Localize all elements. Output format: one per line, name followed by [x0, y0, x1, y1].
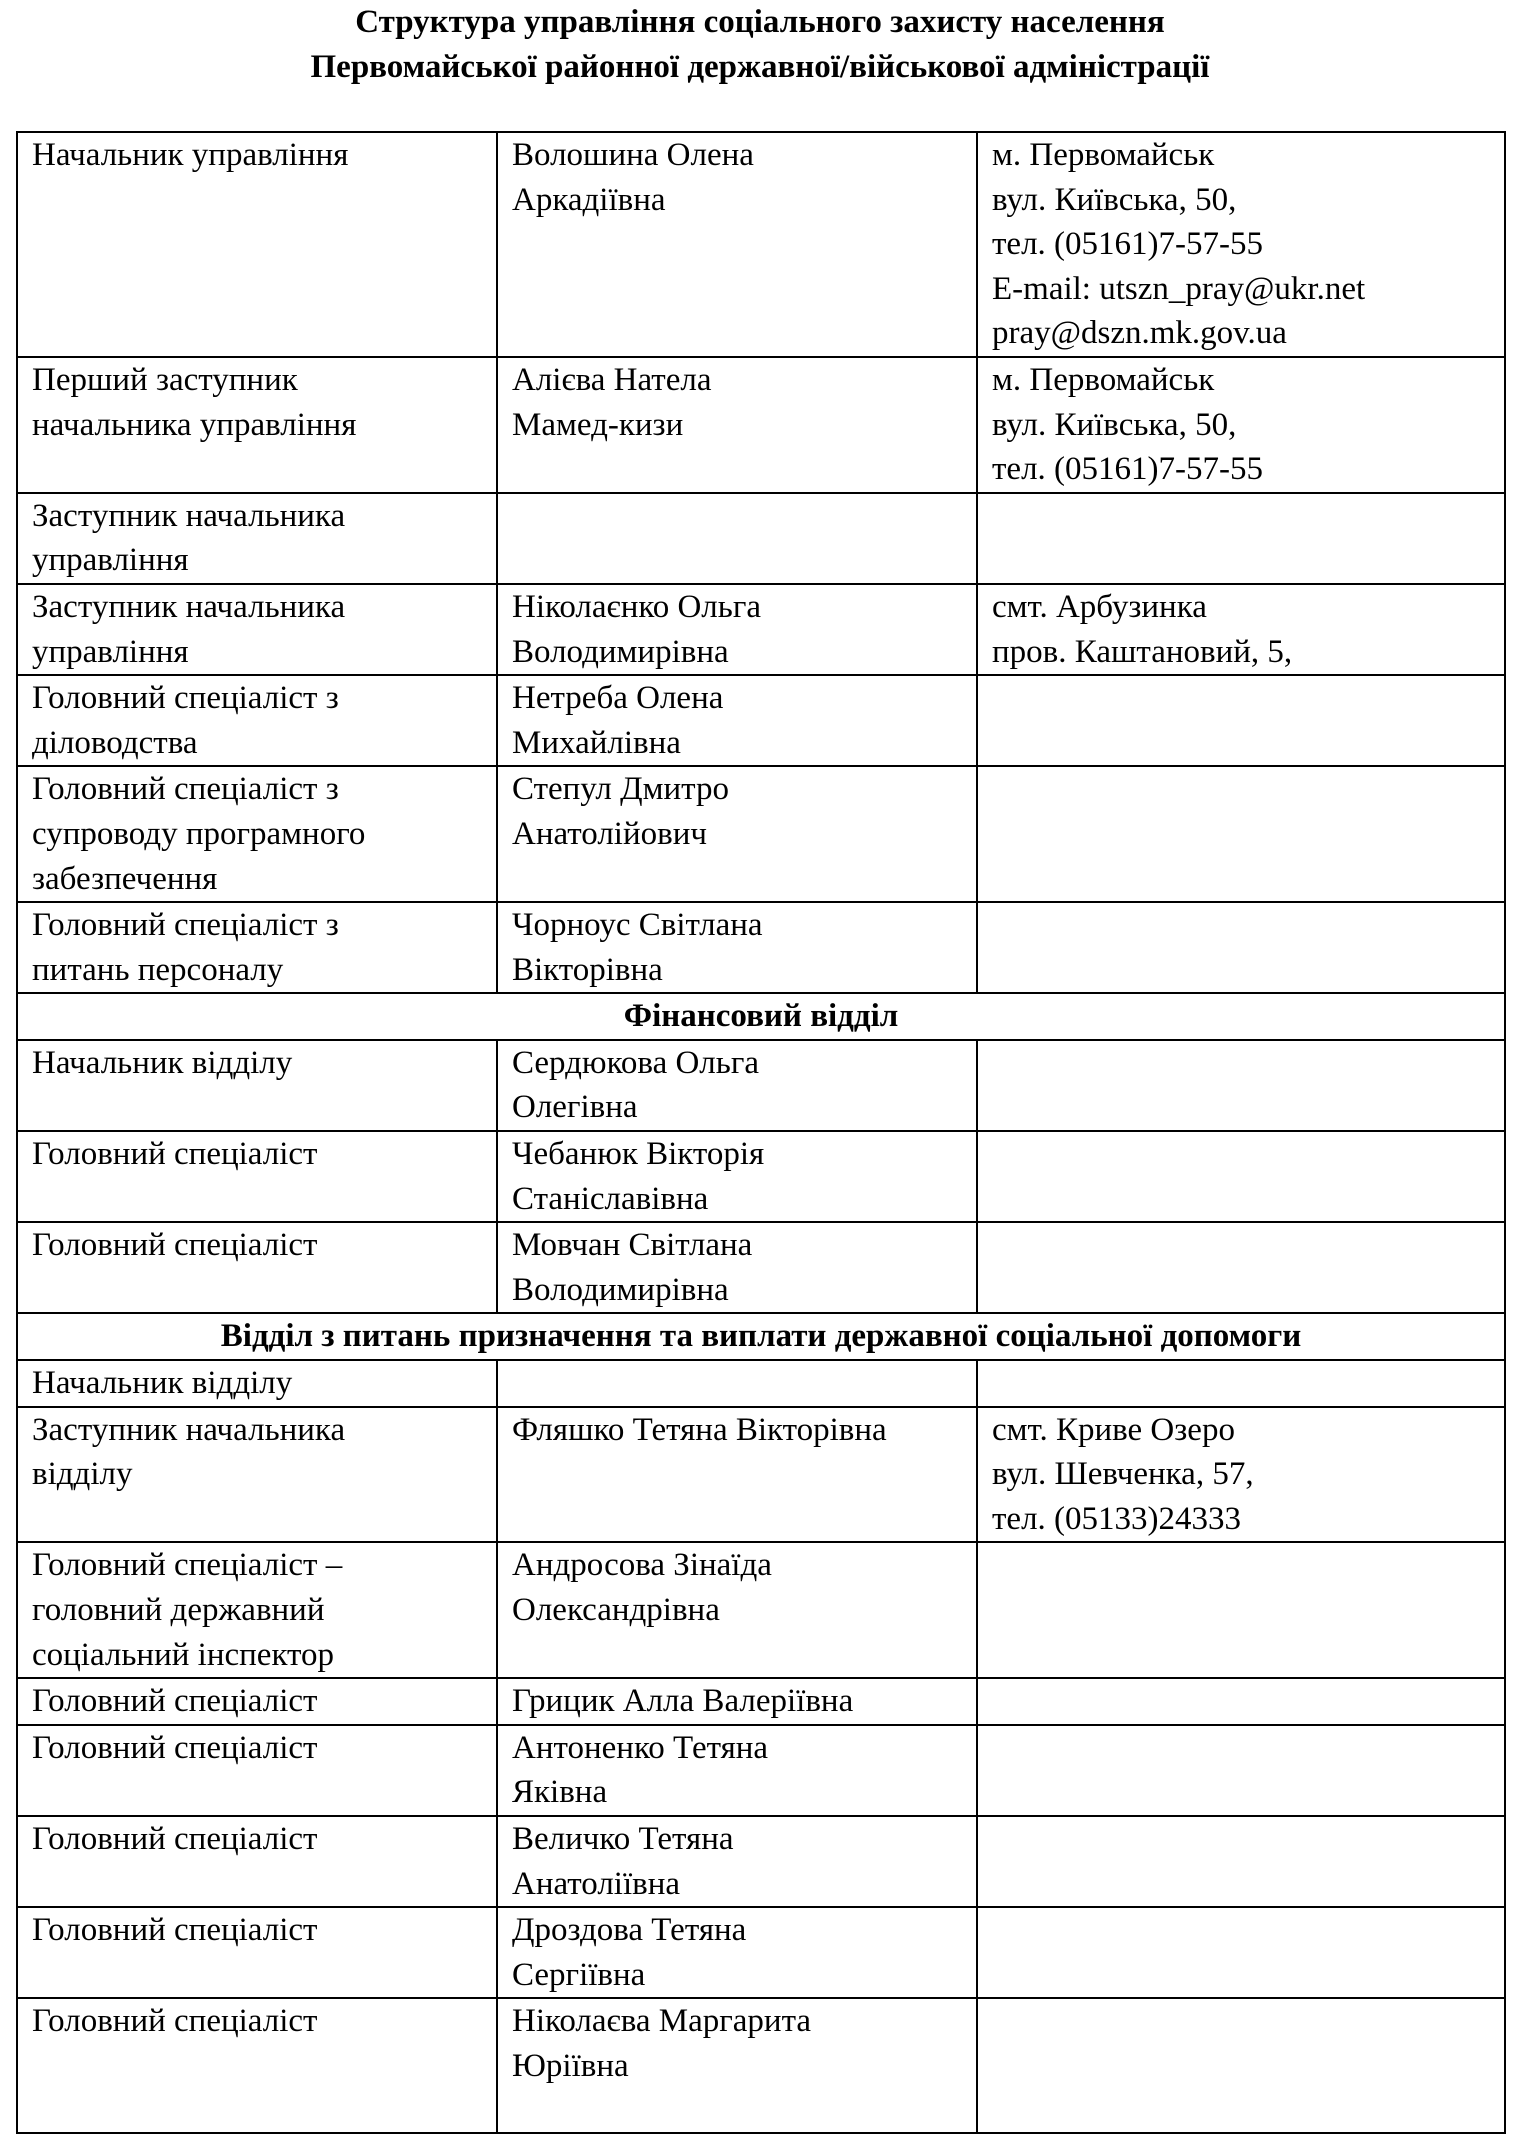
position-line: Заступник начальника: [32, 497, 346, 534]
position-line: Головний спеціаліст: [32, 1729, 318, 1766]
contact-line: вул. Київська, 50,: [992, 181, 1237, 218]
position-cell: [17, 1407, 497, 1543]
name-cell: [497, 1816, 977, 1907]
position-cell: [17, 766, 497, 902]
contact-line: тел. (05161)7-57-55: [992, 451, 1263, 488]
name-line: Алієва Натела: [512, 361, 712, 398]
contact-line: pray@dszn.mk.gov.ua: [992, 315, 1287, 352]
name-line: Антоненко Тетяна: [512, 1729, 769, 1766]
name-cell: [497, 1040, 977, 1131]
staff-row: [17, 902, 1505, 993]
name-line: Володимирівна: [512, 633, 729, 670]
position-line: Заступник начальника: [32, 588, 346, 625]
position-cell: [17, 132, 497, 357]
name-line: Волошина Олена: [512, 137, 754, 173]
staff-row: [17, 1040, 1505, 1131]
name-line: Олександрівна: [512, 1592, 720, 1628]
staff-row: [17, 1678, 1505, 1725]
name-line: Мовчан Світлана: [512, 1227, 753, 1264]
section-header-row: [17, 993, 1505, 1040]
section-header-row: [17, 1313, 1505, 1360]
contact-cell: [977, 675, 1505, 766]
position-cell: [17, 1816, 497, 1907]
name-line: Яківна: [512, 1774, 608, 1811]
contact-line: вул. Шевченка, 57,: [992, 1456, 1254, 1493]
staff-row: [17, 132, 1505, 357]
staff-table-body: [17, 132, 1505, 2133]
name-line: Анатоліївна: [512, 1865, 681, 1902]
staff-row: [17, 1998, 1505, 2133]
name-line: Михайлівна: [512, 724, 681, 761]
position-line: Головний спеціаліст: [32, 2003, 318, 2040]
name-cell: [497, 1360, 977, 1407]
name-cell: [497, 584, 977, 675]
name-line: Володимирівна: [512, 1271, 729, 1308]
contact-cell: [977, 357, 1505, 493]
contact-cell: [977, 1131, 1505, 1222]
staff-row: [17, 1131, 1505, 1222]
name-line: Фляшко Тетяна Вікторівна: [512, 1411, 887, 1448]
contact-cell: [977, 1222, 1505, 1313]
staff-row: [17, 1816, 1505, 1907]
contact-cell: [977, 1678, 1505, 1725]
staff-row: [17, 766, 1505, 902]
position-line: забезпечення: [32, 860, 218, 897]
position-line: Головний спеціаліст: [32, 1912, 318, 1949]
contact-line: тел. (05161)7-57-55: [992, 226, 1263, 263]
name-line: Мамед-кизи: [512, 406, 684, 443]
name-line: Андросова Зінаїда: [512, 1547, 772, 1584]
name-line: Анатолійович: [512, 815, 707, 852]
name-line: Сергіївна: [512, 1956, 646, 1993]
position-line: Головний спеціаліст: [32, 1227, 318, 1264]
name-line: Аркадіївна: [512, 181, 666, 218]
staff-row: [17, 357, 1505, 493]
name-cell: [497, 493, 977, 584]
name-line: Олегівна: [512, 1089, 638, 1126]
position-line: головний державний: [32, 1592, 325, 1628]
staff-row: [17, 675, 1505, 766]
name-cell: [497, 132, 977, 357]
name-cell: [497, 1407, 977, 1543]
contact-line: смт. Арбузинка: [992, 588, 1207, 625]
name-cell: [497, 766, 977, 902]
name-cell: [497, 1131, 977, 1222]
position-line: Головний спеціаліст –: [32, 1547, 343, 1584]
name-line: Степул Дмитро: [512, 771, 729, 808]
staff-row: [17, 493, 1505, 584]
contact-cell: [977, 902, 1505, 993]
contact-cell: [977, 1816, 1505, 1907]
position-cell: [17, 1998, 497, 2133]
staff-row: [17, 1907, 1505, 1998]
name-line: Сердюкова Ольга: [512, 1044, 760, 1081]
contact-line: пров. Каштановий, 5,: [992, 633, 1293, 670]
contact-line: вул. Київська, 50,: [992, 406, 1237, 443]
staff-row: [17, 1360, 1505, 1407]
position-cell: [17, 1040, 497, 1131]
document-title-line-1: Структура управління соціального захисту населення: [355, 4, 1165, 40]
position-line: Головний спеціаліст з: [32, 680, 339, 717]
contact-cell: [977, 1407, 1505, 1543]
position-line: Перший заступник: [32, 361, 298, 398]
position-cell: [17, 1542, 497, 1678]
contact-cell: [977, 1725, 1505, 1816]
position-line: соціальний інспектор: [32, 1636, 335, 1673]
position-line: Головний спеціаліст з: [32, 771, 339, 808]
position-line: діловодства: [32, 724, 198, 761]
position-line: управління: [32, 542, 189, 579]
name-cell: [497, 357, 977, 493]
position-cell: [17, 357, 497, 493]
position-cell: [17, 1725, 497, 1816]
contact-cell: [977, 766, 1505, 902]
position-cell: [17, 1678, 497, 1725]
staff-row: [17, 1407, 1505, 1543]
position-cell: [17, 1907, 497, 1998]
document-header: [0, 0, 1520, 90]
contact-cell: [977, 584, 1505, 675]
staff-structure-table: [16, 131, 1506, 2134]
position-line: управління: [32, 633, 189, 670]
name-line: Ніколаєнко Ольга: [512, 588, 761, 625]
position-line: Головний спеціаліст з: [32, 907, 339, 944]
name-cell: [497, 902, 977, 993]
position-line: супроводу програмного: [32, 815, 366, 852]
position-line: начальника управління: [32, 406, 357, 443]
staff-row: [17, 584, 1505, 675]
contact-cell: [977, 1907, 1505, 1998]
contact-line: м. Первомайськ: [992, 137, 1215, 173]
position-line: Начальник управління: [32, 137, 349, 173]
name-cell: [497, 675, 977, 766]
contact-cell: [977, 1998, 1505, 2133]
position-line: Головний спеціаліст: [32, 1820, 318, 1857]
name-cell: [497, 1222, 977, 1313]
name-line: Станіславівна: [512, 1180, 709, 1217]
position-cell: [17, 675, 497, 766]
name-line: Юріївна: [512, 2047, 629, 2084]
contact-cell: [977, 493, 1505, 584]
position-line: Начальник відділу: [32, 1365, 293, 1402]
position-line: питань персоналу: [32, 951, 284, 988]
name-cell: [497, 1907, 977, 1998]
position-cell: [17, 493, 497, 584]
contact-cell: [977, 132, 1505, 357]
name-line: Ніколаєва Маргарита: [512, 2003, 812, 2040]
name-line: Нетреба Олена: [512, 680, 724, 717]
contact-line: м. Первомайськ: [992, 361, 1215, 398]
name-line: Вікторівна: [512, 951, 663, 988]
position-line: відділу: [32, 1456, 133, 1493]
position-line: Головний спеціаліст: [32, 1683, 318, 1720]
position-line: Начальник відділу: [32, 1044, 293, 1081]
staff-row: [17, 1725, 1505, 1816]
contact-line: тел. (05133)24333: [992, 1500, 1242, 1537]
contact-cell: [977, 1542, 1505, 1678]
position-cell: [17, 1360, 497, 1407]
name-line: Дроздова Тетяна: [512, 1912, 747, 1949]
contact-cell: [977, 1360, 1505, 1407]
position-line: Головний спеціаліст: [32, 1136, 318, 1173]
contact-line: смт. Криве Озеро: [992, 1411, 1235, 1448]
name-line: Грицик Алла Валеріївна: [512, 1683, 854, 1720]
position-line: Заступник начальника: [32, 1411, 346, 1448]
position-cell: [17, 1131, 497, 1222]
contact-cell: [977, 1040, 1505, 1131]
name-line: Чорноус Світлана: [512, 907, 763, 944]
name-cell: [497, 1678, 977, 1725]
position-cell: [17, 1222, 497, 1313]
position-cell: [17, 902, 497, 993]
section-title: Фінансовий відділ: [17, 993, 1505, 1040]
document-title-line-2: Первомайської районної державної/військової адміністрації: [310, 49, 1210, 85]
name-cell: [497, 1998, 977, 2133]
name-cell: [497, 1725, 977, 1816]
position-cell: [17, 584, 497, 675]
contact-line: E-mail: utszn_pray@ukr.net: [992, 270, 1366, 307]
section-title: Відділ з питань призначення та виплати державної соціальної допомоги: [17, 1313, 1505, 1360]
staff-row: [17, 1222, 1505, 1313]
name-line: Чебанюк Вікторія: [512, 1136, 765, 1173]
staff-row: [17, 1542, 1505, 1678]
name-cell: [497, 1542, 977, 1678]
name-line: Величко Тетяна: [512, 1820, 734, 1857]
